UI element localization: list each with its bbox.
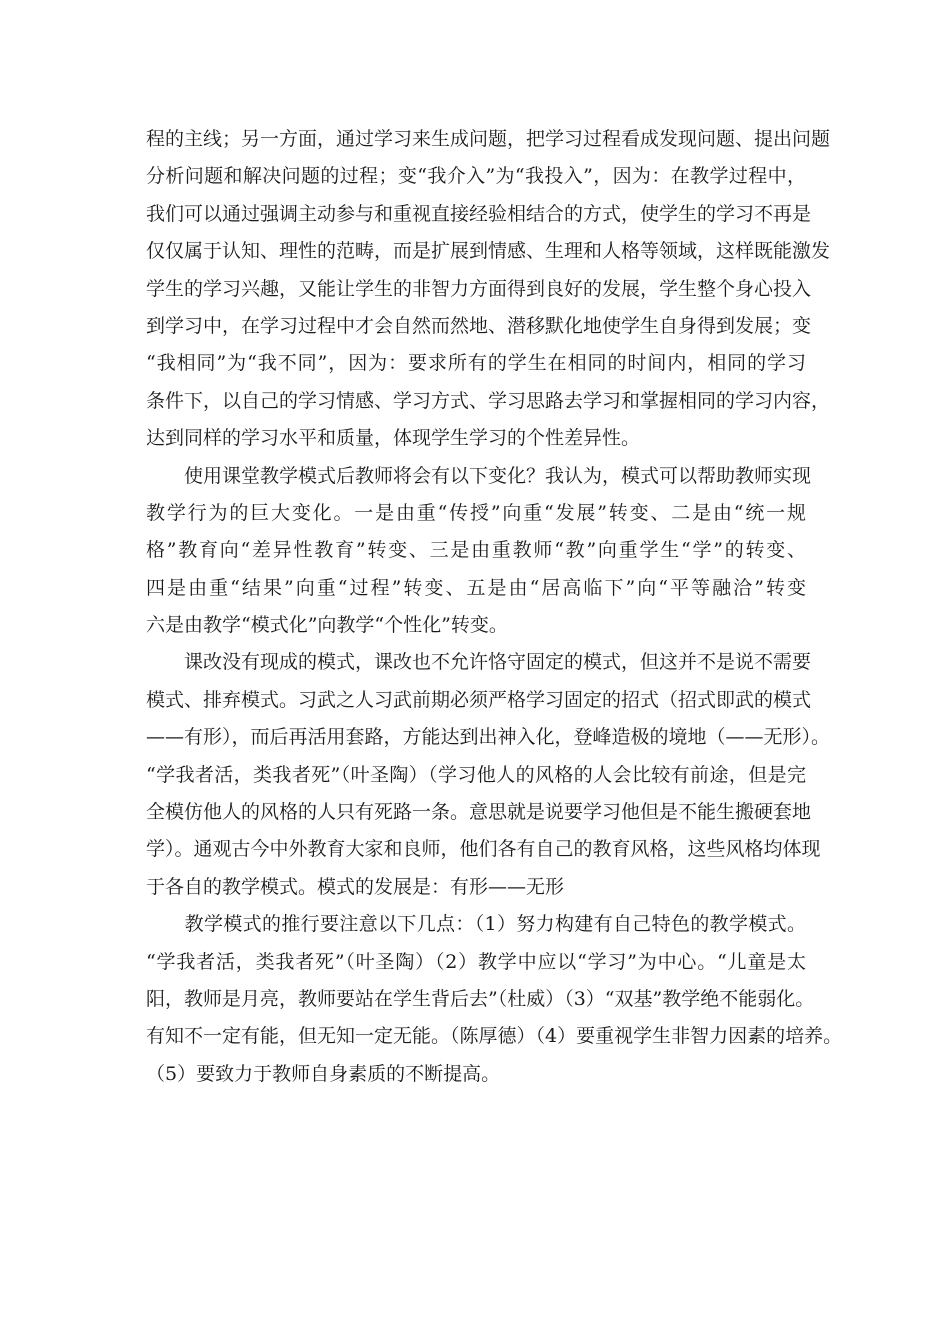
- text-line: 全模仿他人的风格的人只有死路一条。意思就是说要学习他但是不能生搬硬套地: [146, 801, 812, 824]
- text-line: （5）要致力于教师自身素质的不断提高。: [146, 1062, 501, 1085]
- text-line: ——有形），而后再活用套路，方能达到出神入化，登峰造极的境地（——无形）。: [146, 726, 831, 749]
- text-line: 阳，教师是月亮，教师要站在学生背后去”（杜威）（3）“双基”教学绝不能弱化。: [146, 987, 815, 1010]
- text-line: 使用课堂教学模式后教师将会有以下变化？我认为，模式可以帮助教师实现: [146, 464, 812, 487]
- text-line: 六是由教学“模式化”向教学“个性化”转变。: [146, 614, 508, 637]
- text-line: 教学模式的推行要注意以下几点：（1）努力构建有自己特色的教学模式。: [146, 913, 806, 936]
- paragraph-4: [146, 906, 843, 1093]
- text-line: 我们可以通过强调主动参与和重视直接经验相结合的方式，使学生的学习不再是: [146, 202, 812, 225]
- text-line: 格”教育向“差异性教育”转变、三是由重教师“教”向重学生“学”的转变、: [146, 539, 806, 562]
- text-line: 条件下，以自己的学习情感、学习方式、学习思路去学习和掌握相同的学习内容，: [146, 389, 831, 412]
- text-line: 四是由重“结果”向重“过程”转变、五是由“居高临下”向“平等融洽”转变: [146, 576, 806, 599]
- text-line: 到学习中，在学习过程中才会自然而然地、潜移默化地使学生自身得到发展；变: [146, 314, 812, 337]
- text-line: 仅仅属于认知、理性的范畴，而是扩展到情感、生理和人格等领域，这样既能激发: [146, 240, 831, 263]
- text-line: “学我者活，类我者死”（叶圣陶）（学习他人的风格的人会比较有前途，但是完: [146, 763, 806, 786]
- text-line: 课改没有现成的模式，课改也不允许恪守固定的模式，但这并不是说不需要: [146, 651, 812, 674]
- text-line: 分析问题和解决问题的过程；变“我介入”为“我投入”，因为：在教学过程中，: [146, 165, 806, 188]
- text-line: 程的主线；另一方面，通过学习来生成问题，把学习过程看成发现问题、提出问题: [146, 128, 831, 150]
- paragraph-1: [146, 121, 831, 458]
- paragraph-3: [146, 644, 831, 906]
- text-line: 有知不一定有能，但无知一定无能。（陈厚德）（4）要重视学生非智力因素的培养。: [146, 1025, 843, 1048]
- text-line: 于各自的教学模式。模式的发展是：有形——无形: [146, 875, 565, 898]
- text-line: 学）。通观古今中外教育大家和良师，他们各有自己的教育风格，这些风格均体现: [146, 838, 821, 861]
- text-line: 教学行为的巨大变化。一是由重“传授”向重“发展”转变、二是由“统一规: [146, 501, 806, 524]
- text-line: “学我者活，类我者死”（叶圣陶）（2）教学中应以“学习”为中心。“儿童是太: [146, 950, 806, 973]
- text-line: “我相同”为“我不同”，因为：要求所有的学生在相同的时间内，相同的学习: [146, 352, 806, 375]
- text-line: 达到同样的学习水平和质量，体现学生学习的个性差异性。: [146, 427, 641, 450]
- body-text: [146, 121, 843, 1093]
- text-line: 模式、排弃模式。习武之人习武前期必须严格学习固定的招式（招式即武的模式: [146, 688, 812, 711]
- paragraph-2: [146, 458, 812, 645]
- text-line: 学生的学习兴趣，又能让学生的非智力方面得到良好的发展，学生整个身心投入: [146, 277, 812, 300]
